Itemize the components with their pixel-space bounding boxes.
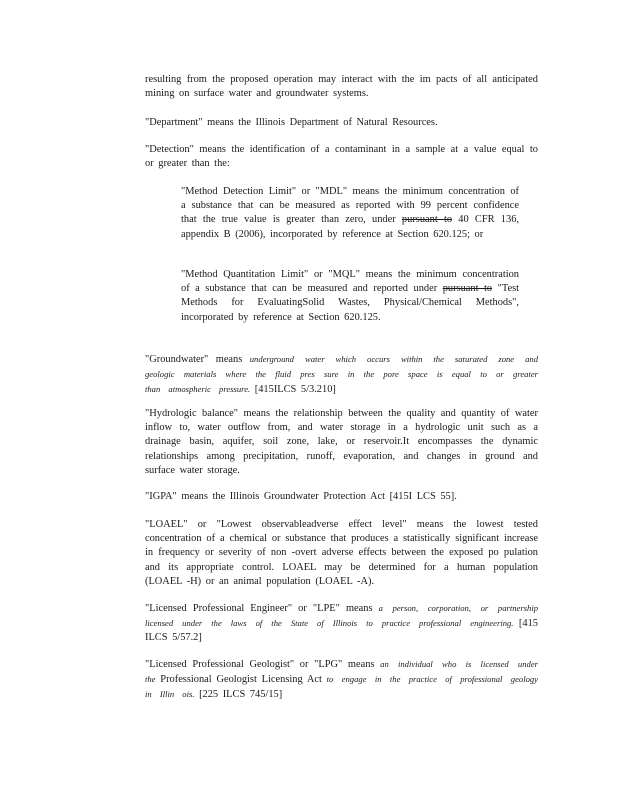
lpg-statute-text-1: an individual who is licensed under the xyxy=(145,659,538,685)
lpe-statute-text: a person, corporation, or partnership licensed under the laws of the State of Illinois to practice professional engineering. xyxy=(145,603,538,629)
mdl-struck-text: pursuant to xyxy=(401,214,453,226)
mdl-text-end: 40 CFR 136, appendix B (2006), incorporated by reference at Section 620.125; or xyxy=(181,214,519,240)
mql-text-end: "Test Methods for EvaluatingSolid Wastes, Physical/Chemical Methods", incorporated by reference at Section 620.125. xyxy=(181,283,519,323)
definition-mdl xyxy=(181,185,519,242)
lpg-act-name: Professional Geologist Licensing Act xyxy=(155,674,327,686)
definition-groundwater xyxy=(145,352,538,398)
mdl-text: "Method Detection Limit" or "MDL" means the minimum concentration of a substance that can be measured as reported with 99 percent confidence that the true value is greater than zero, under xyxy=(181,186,519,226)
definition-detection: "Detection" means the identification of a contaminant in a sample at a value equal to or greater than the: xyxy=(145,144,538,170)
mql-text: "Method Quantitation Limit" or "MQL" means the minimum concentration of a substance that can be measured and reported under xyxy=(181,269,519,295)
definition-department: "Department" means the Illinois Department of Natural Resources. xyxy=(145,117,438,128)
definition-hydrologic-balance: "Hydrologic balance" means the relationship between the quality and quantity of water inflow to, water outflow from, and water storage in a hydrologic unit such as a drainage basin, aquifer, soil zone, lake, or reservoir.It encompasses the dynamic relationships among precipitation, runoff, evaporation, and changes in ground and surface water storage. xyxy=(145,408,538,476)
lpg-term: "Licensed Professional Geologist" or "LPG" means xyxy=(145,659,381,670)
definition-lpg xyxy=(145,657,538,703)
lpe-citation: [415 ILCS 5/57.2] xyxy=(145,618,538,644)
definition-loael: "LOAEL" or "Lowest observableadverse effect level" means the lowest tested concentration of a chemical or substance that produces a statistically significant increase in frequency or severity of non -overt adverse effects between the exposed po pulation and its appropriate control. LOAEL may be determined for a human population (LOAEL -H) or an animal population (LOAEL -A). xyxy=(145,519,538,587)
groundwater-citation: [415ILCS 5/3.210] xyxy=(250,384,336,396)
lpg-statute-text-2: to engage in the practice of professional geology in Illin ois. xyxy=(145,674,538,700)
mql-struck-text: pursuant to xyxy=(442,283,493,295)
definition-lpe xyxy=(145,601,538,646)
lpg-citation: [225 ILCS 745/15] xyxy=(194,689,283,701)
paragraph-continuation: resulting from the proposed operation may interact with the im pacts of all anticipated mining on surface water and groundwater systems. xyxy=(145,74,538,100)
lpe-term: "Licensed Professional Engineer" or "LPE" means xyxy=(145,603,379,614)
groundwater-statute-text: underground water which occurs within the saturated zone and geologic materials where the fluid pres sure in the pore space is equal to or greater than atmospheric pressure. xyxy=(145,354,538,395)
groundwater-term: "Groundwater" means xyxy=(145,354,250,365)
definition-igpa: "IGPA" means the Illinois Groundwater Protection Act [415I LCS 55]. xyxy=(145,491,457,502)
definition-mql xyxy=(181,268,519,325)
